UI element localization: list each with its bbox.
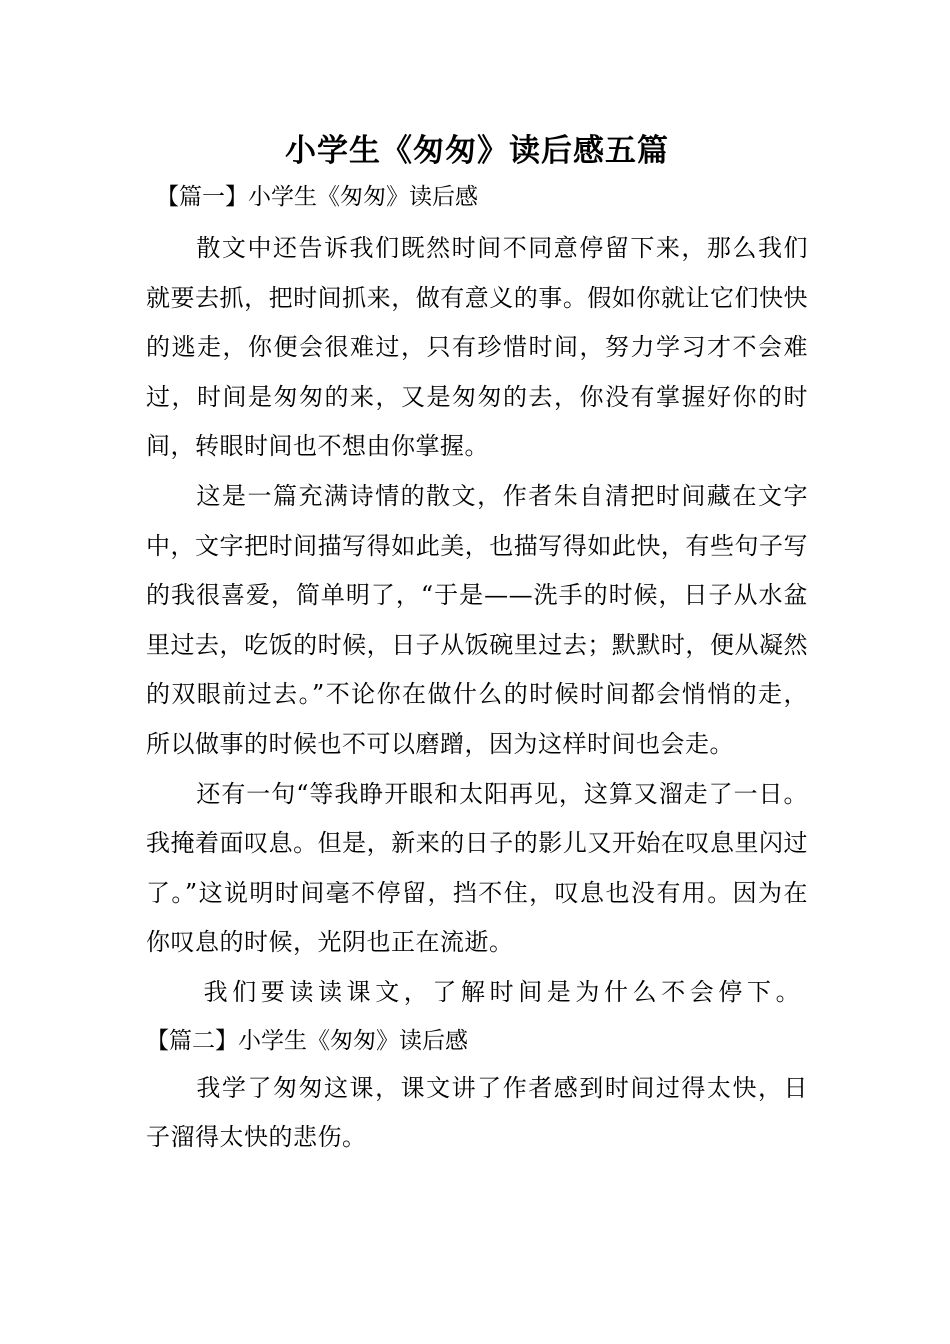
section-heading-2: 【篇二】小学生《匆匆》读后感 — [146, 1027, 468, 1054]
paragraph: 还有一句“等我睁开眼和太阳再见，这算又溜走了一日。我掩着面叹息。但是，新来的日子的影儿又开始在叹息里闪过了。”这说明时间毫不停留，挡不住，叹息也没有用。因为在你叹息的时候，光阴也正在流逝。 — [146, 779, 808, 957]
section-heading-1: 【篇一】小学生《匆匆》读后感 — [156, 184, 478, 210]
paragraph: 散文中还告诉我们既然时间不同意停留下来，那么我们就要去抓，把时间抓来，做有意义的事。假如你就让它们快快的逃走，你便会很难过，只有珍惜时间，努力学习才不会难过，时间是匆匆的来，又是匆匆的去，你没有掌握好你的时间，转眼时间也不想由你掌握。 — [146, 234, 808, 461]
paragraph: 这是一篇充满诗情的散文，作者朱自清把时间藏在文字中，文字把时间描写得如此美，也描写得如此快，有些句子写的我很喜爱，简单明了，“于是——洗手的时候，日子从水盆里过去，吃饭的时候，日子从饭碗里过去；默默时，便从凝然的双眼前过去。”不论你在做什么的时候时间都会悄悄的走，所以做事的时候也不可以磨蹭，因为这样时间也会走。 — [146, 481, 808, 758]
paragraph: 我们要读读课文，了解时间是为什么不会停下。 — [203, 977, 805, 1006]
document-body — [146, 126, 808, 1163]
document-title: 小学生《匆匆》读后感五篇 — [285, 133, 669, 169]
paragraph: 我学了匆匆这课，课文讲了作者感到时间过得太快，日子溜得太快的悲伤。 — [146, 1073, 808, 1152]
